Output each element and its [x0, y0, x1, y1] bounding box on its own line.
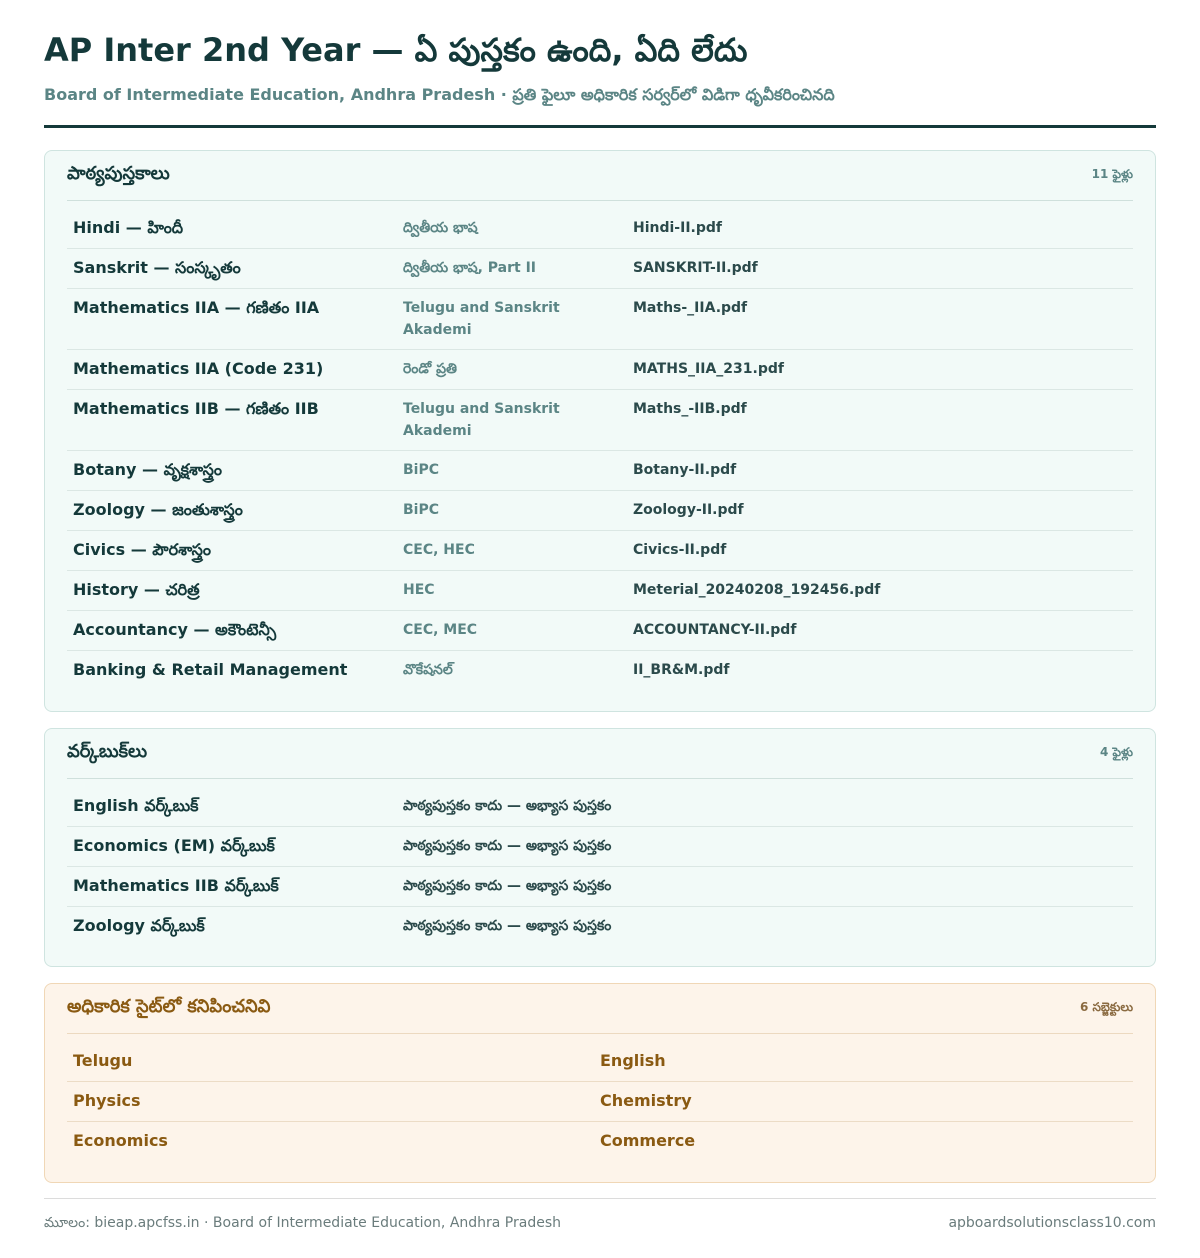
file-cell[interactable]: Meterial_20240208_192456.pdf — [633, 582, 881, 598]
workbooks-table — [67, 779, 1133, 947]
note-cell: HEC — [403, 582, 435, 598]
table-row — [67, 611, 1133, 651]
textbooks-card — [44, 150, 1156, 712]
textbooks-table — [67, 201, 1133, 691]
file-cell[interactable]: MATHS_IIA_231.pdf — [633, 361, 784, 377]
file-cell[interactable]: Maths_-IIB.pdf — [633, 401, 747, 417]
workbook-note-cell: పాఠ్యపుస్తకం కాదు — అభ్యాస పుస్తకం — [403, 878, 612, 894]
file-cell[interactable]: Maths-_IIA.pdf — [633, 300, 748, 316]
workbook-name-cell: Mathematics IIB వర్క్‌బుక్ — [73, 876, 279, 895]
workbooks-card-header — [67, 729, 1133, 779]
missing-title: అధికారిక సైట్‌లో కనిపించనివి — [67, 996, 271, 1017]
table-row — [67, 1082, 1133, 1122]
missing-count: 6 సబ్జెక్టులు — [1079, 1000, 1133, 1014]
page-title: AP Inter 2nd Year — ఏ పుస్తకం ఉంది, ఏది లేదు — [44, 31, 748, 69]
workbooks-count: 4 ఫైళ్లు — [1099, 745, 1133, 759]
missing-card-header — [67, 984, 1133, 1034]
file-cell[interactable]: Hindi-II.pdf — [633, 220, 722, 236]
table-row — [67, 1122, 1133, 1162]
file-cell[interactable]: Zoology-II.pdf — [633, 502, 744, 518]
table-row — [67, 1042, 1133, 1082]
workbook-note-cell: పాఠ్యపుస్తకం కాదు — అభ్యాస పుస్తకం — [403, 918, 612, 934]
subject-cell: Botany — వృక్షశాస్త్రం — [73, 460, 222, 479]
note-cell: ద్వితీయ భాష, Part II — [403, 260, 536, 276]
note-cell: ద్వితీయ భాష — [403, 220, 478, 236]
page-header — [44, 0, 1156, 128]
subject-cell: Civics — పౌరశాస్త్రం — [73, 540, 212, 559]
table-row — [67, 390, 1133, 451]
table-row — [67, 827, 1133, 867]
subject-cell: History — చరిత్ర — [73, 580, 200, 599]
subject-cell: Mathematics IIB — గణితం IIB — [73, 399, 319, 418]
table-row — [67, 651, 1133, 691]
subject-cell: Hindi — హిందీ — [73, 218, 184, 237]
file-cell[interactable]: II_BR&M.pdf — [633, 662, 730, 678]
table-row — [67, 907, 1133, 947]
table-row — [67, 571, 1133, 611]
table-row — [67, 289, 1133, 350]
workbook-note-cell: పాఠ్యపుస్తకం కాదు — అభ్యాస పుస్తకం — [403, 798, 612, 814]
missing-subject-cell: Chemistry — [600, 1091, 692, 1110]
workbook-name-cell: Economics (EM) వర్క్‌బుక్ — [73, 836, 275, 855]
file-cell[interactable]: Botany-II.pdf — [633, 462, 737, 478]
workbook-name-cell: Zoology వర్క్‌బుక్ — [73, 916, 205, 935]
missing-subject-cell: Commerce — [600, 1131, 696, 1150]
missing-subject-cell: Physics — [73, 1091, 141, 1110]
file-cell[interactable]: ACCOUNTANCY-II.pdf — [633, 622, 797, 638]
missing-subject-cell: English — [600, 1051, 666, 1070]
note-cell: Telugu and Sanskrit Akademi — [403, 401, 560, 439]
note-cell: రెండో ప్రతి — [403, 361, 457, 377]
file-cell[interactable]: Civics-II.pdf — [633, 542, 727, 558]
textbooks-title: పాఠ్యపుస్తకాలు — [67, 163, 170, 184]
footer-source: మూలం: bieap.apcfss.in · Board of Intermediate Education, Andhra Pradesh — [44, 1215, 562, 1231]
table-row — [67, 350, 1133, 390]
note-cell: Telugu and Sanskrit Akademi — [403, 300, 560, 338]
missing-subject-cell: Economics — [73, 1131, 168, 1150]
missing-table — [67, 1034, 1133, 1162]
table-row — [67, 787, 1133, 827]
workbooks-card — [44, 728, 1156, 967]
subject-cell: Banking & Retail Management — [73, 660, 348, 679]
file-cell[interactable]: SANSKRIT-II.pdf — [633, 260, 758, 276]
subject-cell: Mathematics IIA (Code 231) — [73, 359, 324, 378]
workbook-note-cell: పాఠ్యపుస్తకం కాదు — అభ్యాస పుస్తకం — [403, 838, 612, 854]
note-cell: వొకేషనల్ — [403, 662, 453, 678]
note-cell: CEC, MEC — [403, 622, 478, 638]
subject-cell: Accountancy — అకౌంటెన్సీ — [73, 620, 277, 639]
workbooks-title: వర్క్‌బుక్‌లు — [67, 741, 148, 762]
missing-subject-cell: Telugu — [73, 1051, 133, 1070]
subject-cell: Mathematics IIA — గణితం IIA — [73, 298, 320, 317]
table-row — [67, 531, 1133, 571]
workbook-name-cell: English వర్క్‌బుక్ — [73, 796, 199, 815]
page — [44, 0, 1156, 1231]
table-row — [67, 867, 1133, 907]
subject-cell: Sanskrit — సంస్కృతం — [73, 258, 241, 277]
table-row — [67, 491, 1133, 531]
page-subtitle: Board of Intermediate Education, Andhra Pradesh · ప్రతి ఫైలూ అధికారిక సర్వర్‌లో విడిగా ధృవీకరించినది — [44, 85, 835, 104]
footer-site-link[interactable]: apboardsolutionsclass10.com — [948, 1215, 1156, 1231]
textbooks-card-header — [67, 151, 1133, 201]
note-cell: CEC, HEC — [403, 542, 475, 558]
missing-card — [44, 983, 1156, 1183]
page-footer — [44, 1198, 1156, 1234]
table-row — [67, 451, 1133, 491]
subject-cell: Zoology — జంతుశాస్త్రం — [73, 500, 243, 519]
textbooks-count: 11 ఫైళ్లు — [1091, 167, 1133, 181]
note-cell: BiPC — [403, 462, 440, 478]
note-cell: BiPC — [403, 502, 440, 518]
table-row — [67, 209, 1133, 249]
table-row — [67, 249, 1133, 289]
